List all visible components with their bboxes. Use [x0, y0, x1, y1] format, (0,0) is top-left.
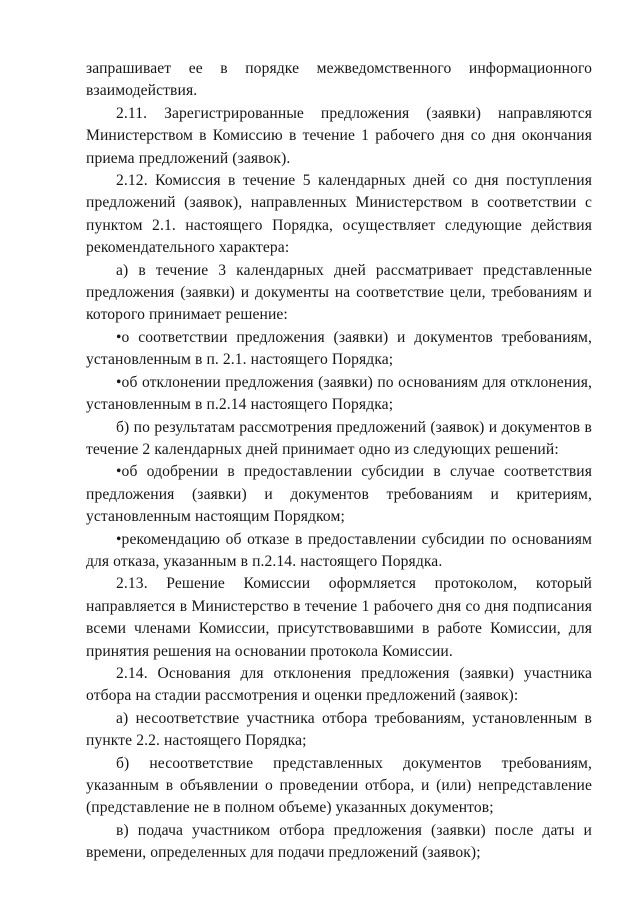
paragraph-2-13: 2.13. Решение Комиссии оформляется протоколом, который направляется в Министерство в течение 1 рабочего дня со дня подписания всеми членами Комиссии, присутствовавшими в работе Комиссии, для принятия решения на основании протокола Комиссии.: [86, 575, 592, 660]
bullet-approval: •об одобрении в предоставлении субсидии в случае соответствия предложения (заявки) и документов требованиям и критериям, установленным настоящим Порядком;: [86, 463, 592, 526]
document-body: [86, 58, 592, 865]
paragraph-2-14: 2.14. Основания для отклонения предложения (заявки) участника отбора на стадии рассмотрения и оценки предложений (заявок):: [86, 664, 592, 705]
bullet-rejection: •об отклонении предложения (заявки) по основаниям для отклонения, установленным в п.2.14 настоящего Порядка;: [86, 373, 592, 414]
paragraph-continuation: запрашивает ее в порядке межведомственного информационного взаимодействия.: [86, 60, 592, 100]
bullet-refusal-recommendation: •рекомендацию об отказе в предоставлении субсидии по основаниям для отказа, указанным в п.2.14. настоящего Порядка.: [86, 530, 592, 570]
paragraph-2-11: 2.11. Зарегистрированные предложения (заявки) направляются Министерством в Комиссию в течение 1 рабочего дня со дня окончания приема предложений (заявок).: [86, 104, 592, 167]
bullet-compliance: •о соответствии предложения (заявки) и документов требованиям, установленным в п. 2.1. настоящего Порядка;: [86, 328, 592, 369]
paragraph-2-12-a: а) в течение 3 календарных дней рассматривает представленные предложения (заявки) и документы на соответствие цели, требованиям и которого принимает решение:: [86, 261, 592, 324]
paragraph-2-14-b: б) несоответствие представленных документов требованиям, указанным в объявлении о проведении отбора, и (или) непредставление (представление не в полном объеме) указанных документов;: [86, 754, 592, 817]
paragraph-2-12: 2.12. Комиссия в течение 5 календарных дней со дня поступления предложений (заявок), направленных Министерством в соответствии с пунктом 2.1. настоящего Порядка, осуществляет следующие действия рекомендательного характера:: [86, 172, 592, 257]
paragraph-2-14-a: а) несоответствие участника отбора требованиям, установленным в пункте 2.2. настоящего Порядка;: [86, 709, 592, 750]
paragraph-2-12-b: б) по результатам рассмотрения предложений (заявок) и документов в течение 2 календарных дней принимает одно из следующих решений:: [86, 418, 592, 458]
paragraph-2-14-v: в) подача участником отбора предложения (заявки) после даты и времени, определенных для подачи предложений (заявок);: [86, 821, 592, 862]
